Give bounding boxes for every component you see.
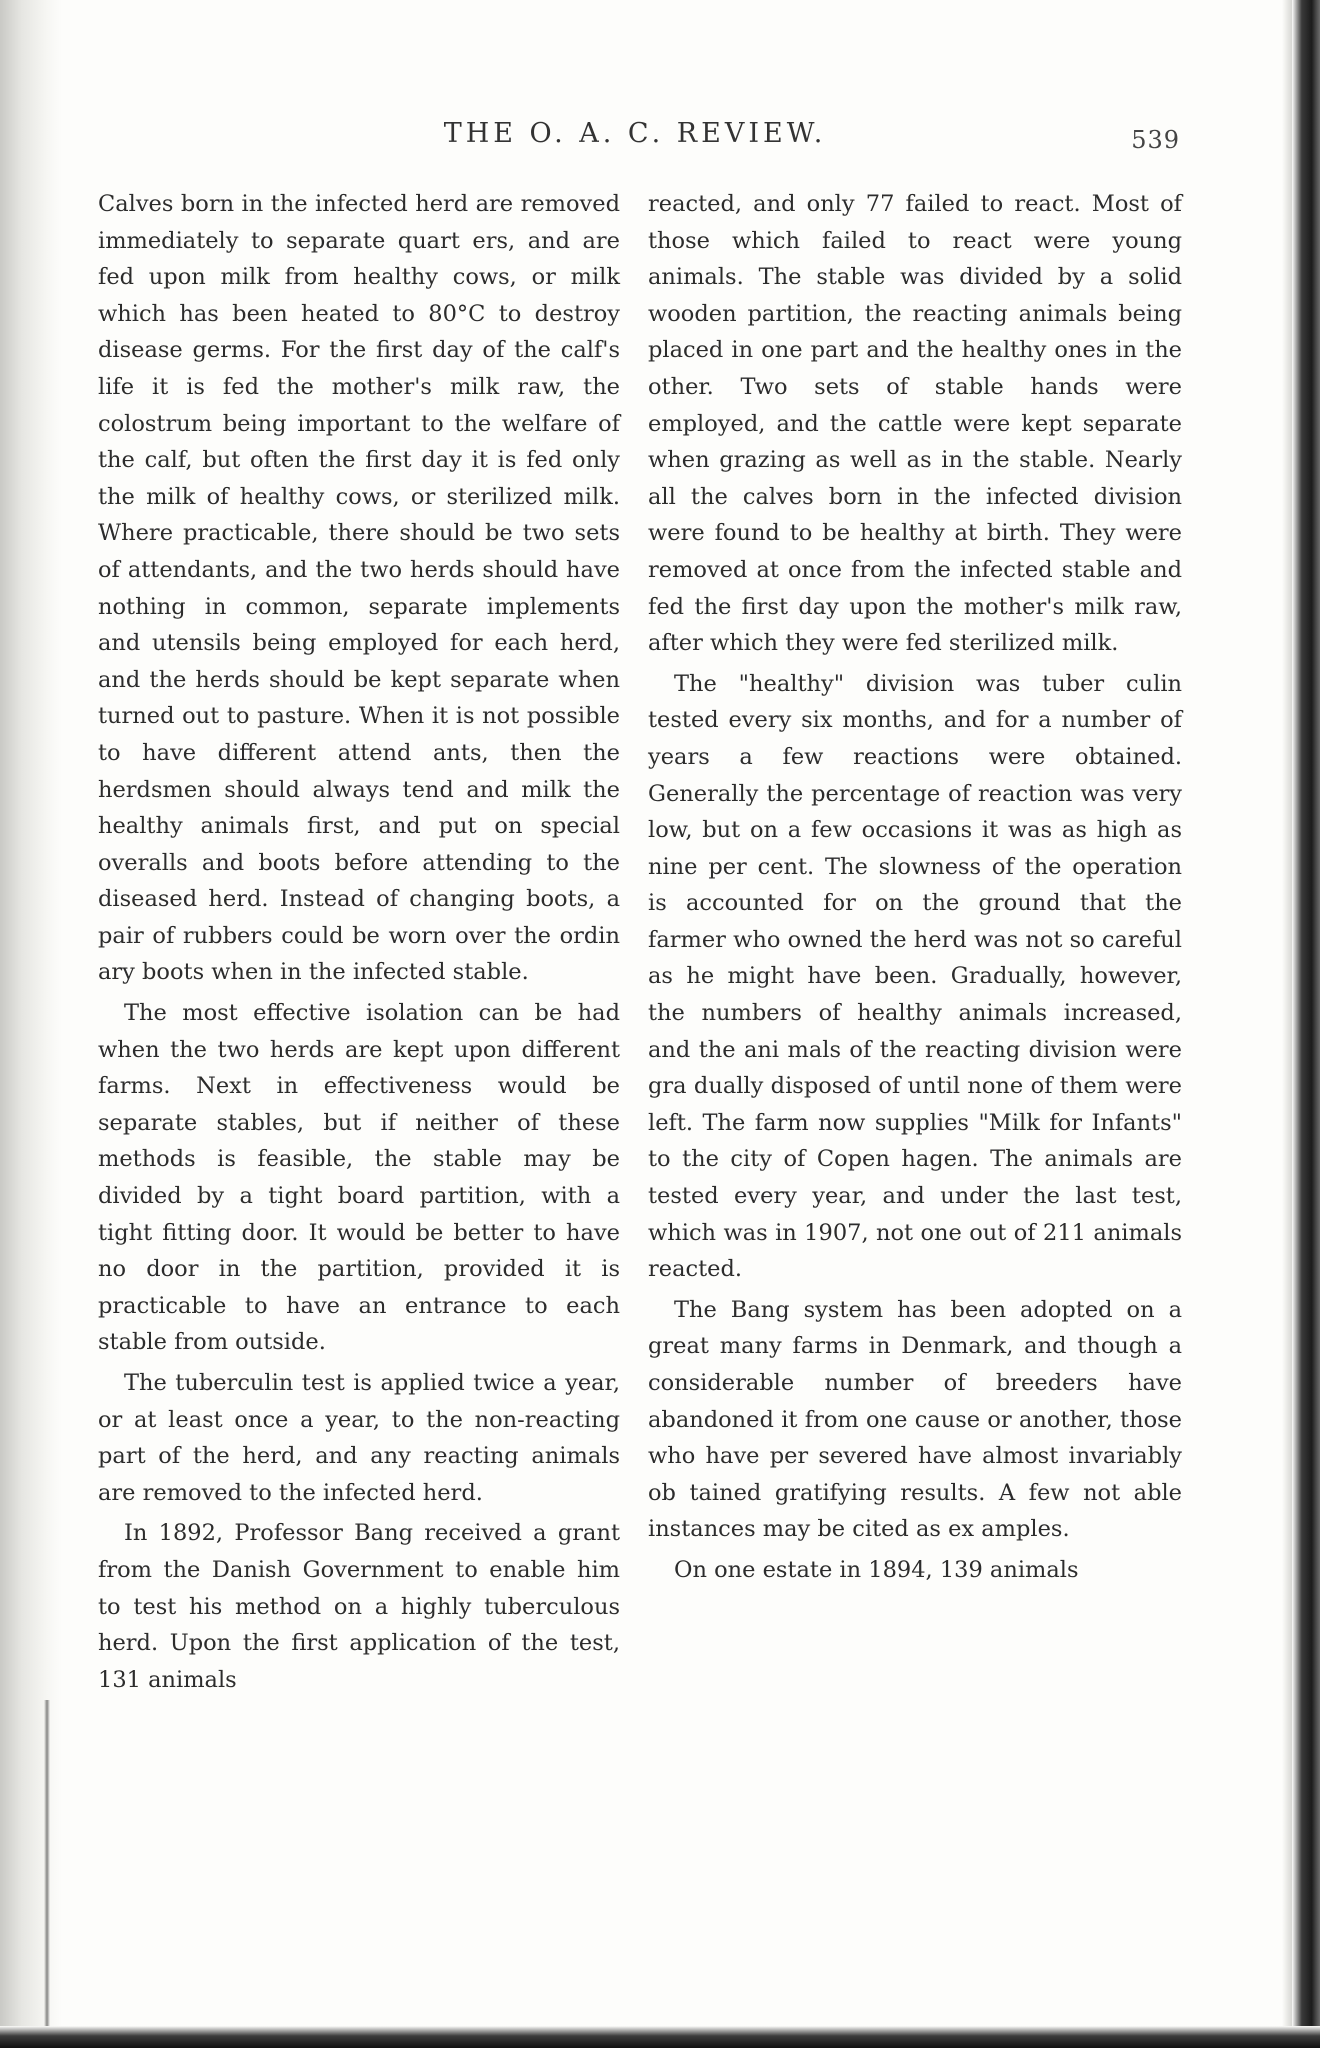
right-column <box>648 186 1182 1589</box>
paragraph: The tuberculin test is applied twice a year, or at least once a year, to the non-reacting part of the herd, and any reacting animals are removed to the infected herd. <box>98 1370 620 1506</box>
scan-bottom-border <box>0 2026 1320 2048</box>
paragraph: The "healthy" division was tuber culin tested every six months, and for a number of years a few reactions were obtained. Generally the percentage of reaction was very low, but on a few occasions it was as high as nine per cent. The slowness of the operation is accounted for on the ground that the farmer who owned the herd was not so careful as he might have been. Gradually, however, the numbers of healthy animals increased, and the ani mals of the reacting division were gra dually disposed of until none of them were left. The farm now supplies "Milk for Infants" to the city of Copen hagen. The animals are tested every year, and under the last test, which was in 1907, not one out of 211 animals reacted. <box>648 670 1182 1283</box>
left-column <box>98 186 620 1698</box>
paragraph: On one estate in 1894, 139 animals <box>674 1556 1079 1583</box>
paragraph: The most effective isolation can be had when the two herds are kept upon different farms. Next in effectiveness would be separate stables, but if neither of these methods is feasible, the stable may be divided by a tight board partition, with a tight fitting door. It would be better to have no door in the partition, provided it is practicable to have an entrance to each stable from outside. <box>98 1000 620 1356</box>
page-number: 539 <box>1131 126 1180 154</box>
paragraph: The Bang system has been adopted on a great many farms in Denmark, and though a considerable number of breeders have abandoned it from one cause or another, those who have per severed have almost invariably ob tained gratifying results. A few not able instances may be cited as ex amples. <box>648 1296 1182 1543</box>
scan-right-border <box>1292 0 1320 2048</box>
page-edge-shade <box>1282 0 1292 2048</box>
page-header <box>90 118 1180 158</box>
binding-shadow-line <box>44 1700 50 2048</box>
binding-gutter <box>0 0 62 2048</box>
paragraph: Calves born in the infected herd are removed immediately to separate quart ers, and are fed upon milk from healthy cows, or milk which has been heated to 80°C to destroy disease germs. For the first day of the calf's life it is fed the mother's milk raw, the colostrum being important to the welfare of the calf, but often the first day it is fed only the milk of healthy cows, or sterilized milk. Where practicable, there should be two sets of attendants, and the two herds should have nothing in common, separate implements and utensils being employed for each herd, and the herds should be kept separate when turned out to pasture. When it is not possible to have different attend ants, then the herdsmen should always tend and milk the healthy animals first, and put on special overalls and boots before attending to the diseased herd. Instead of changing boots, a pair of rubbers could be worn over the ordin ary boots when in the infected stable. <box>98 191 620 986</box>
paragraph: reacted, and only 77 failed to react. Most of those which failed to react were young animals. The stable was divided by a solid wooden partition, the reacting animals being placed in one part and the healthy ones in the other. Two sets of stable hands were employed, and the cattle were kept separate when grazing as well as in the stable. Nearly all the calves born in the infected division were found to be healthy at birth. They were removed at once from the infected stable and fed the first day upon the mother's milk raw, after which they were fed sterilized milk. <box>648 191 1182 657</box>
running-title: THE O. A. C. REVIEW. <box>443 118 827 149</box>
paragraph: In 1892, Professor Bang received a grant from the Danish Government to enable him to test his method on a highly tuberculous herd. Upon the first application of the test, 131 animals <box>98 1520 620 1693</box>
